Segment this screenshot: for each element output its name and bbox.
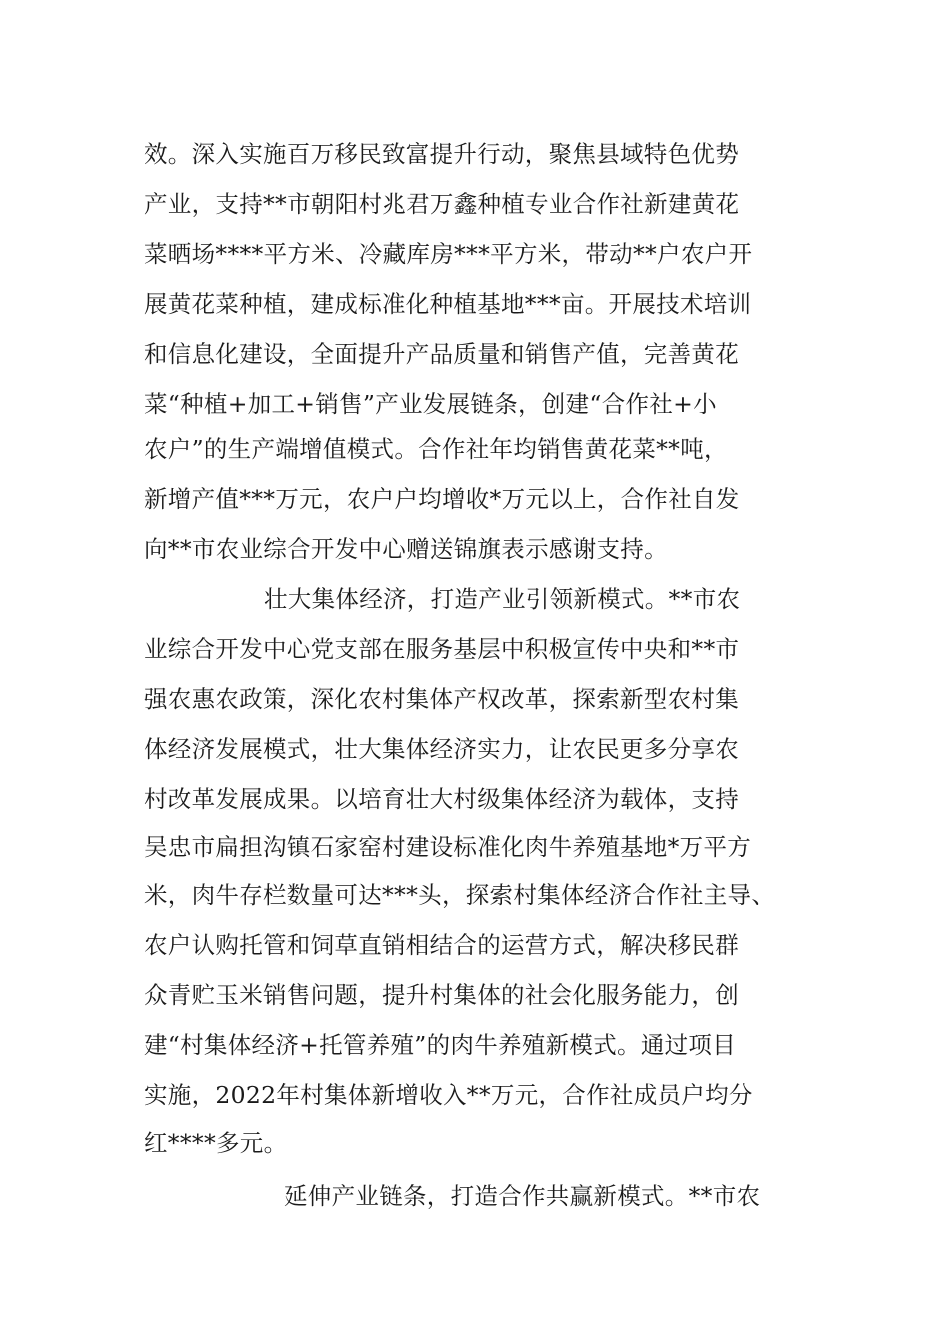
text-line-13: 体经济发展模式，壮大集体经济实力，让农民更多分享农 xyxy=(144,735,739,763)
text-line-17: 农户认购托管和饲草直销相结合的运营方式，解决移民群 xyxy=(144,931,739,959)
text-line-2: 产业，支持**市朝阳村兆君万鑫种植专业合作社新建黄花 xyxy=(144,190,740,218)
text-line-11: 业综合开发中心党支部在服务基层中积极宣传中央和**市 xyxy=(144,635,740,663)
text-line-4: 展黄花菜种植，建成标准化种植基地***亩。开展技术培训 xyxy=(144,290,752,318)
text-line-16: 米，肉牛存栏数量可达***头，探索村集体经济合作社主导、 xyxy=(144,881,776,909)
text-line-15: 吴忠市扁担沟镇石家窑村建设标准化肉牛养殖基地*万平方 xyxy=(144,833,752,861)
text-line-20: 实施，2022年村集体新增收入**万元，合作社成员户均分 xyxy=(144,1081,753,1109)
text-line-1: 效。深入实施百万移民致富提升行动，聚焦县域特色优势 xyxy=(144,140,739,168)
text-line-6: 菜“种植+加工+销售”产业发展链条，创建“合作社+小 xyxy=(144,390,717,418)
paragraph-3-first-line: 延伸产业链条，打造合作共赢新模式。**市农 xyxy=(284,1182,761,1210)
text-line-9: 向**市农业综合开发中心赠送锦旗表示感谢支持。 xyxy=(144,535,668,563)
text-line-3: 菜晒场****平方米、冷藏库房***平方米，带动**户农户开 xyxy=(144,240,753,268)
text-line-14: 村改革发展成果。以培育壮大村级集体经济为载体，支持 xyxy=(144,785,739,813)
text-line-8: 新增产值***万元，农户户均增收*万元以上，合作社自发 xyxy=(144,485,740,513)
text-line-19: 建“村集体经济+托管养殖”的肉牛养殖新模式。通过项目 xyxy=(144,1031,737,1059)
text-line-12: 强农惠农政策，深化农村集体产权改革，探索新型农村集 xyxy=(144,685,739,713)
text-line-21: 红****多元。 xyxy=(144,1129,288,1157)
text-line-7: 农户”的生产端增值模式。合作社年均销售黄花菜**吨， xyxy=(144,435,728,463)
text-line-18: 众青贮玉米销售问题，提升村集体的社会化服务能力，创 xyxy=(144,981,739,1009)
text-line-5: 和信息化建设，全面提升产品质量和销售产值，完善黄花 xyxy=(144,340,739,368)
paragraph-2-first-line: 壮大集体经济，打造产业引领新模式。**市农 xyxy=(264,585,741,613)
